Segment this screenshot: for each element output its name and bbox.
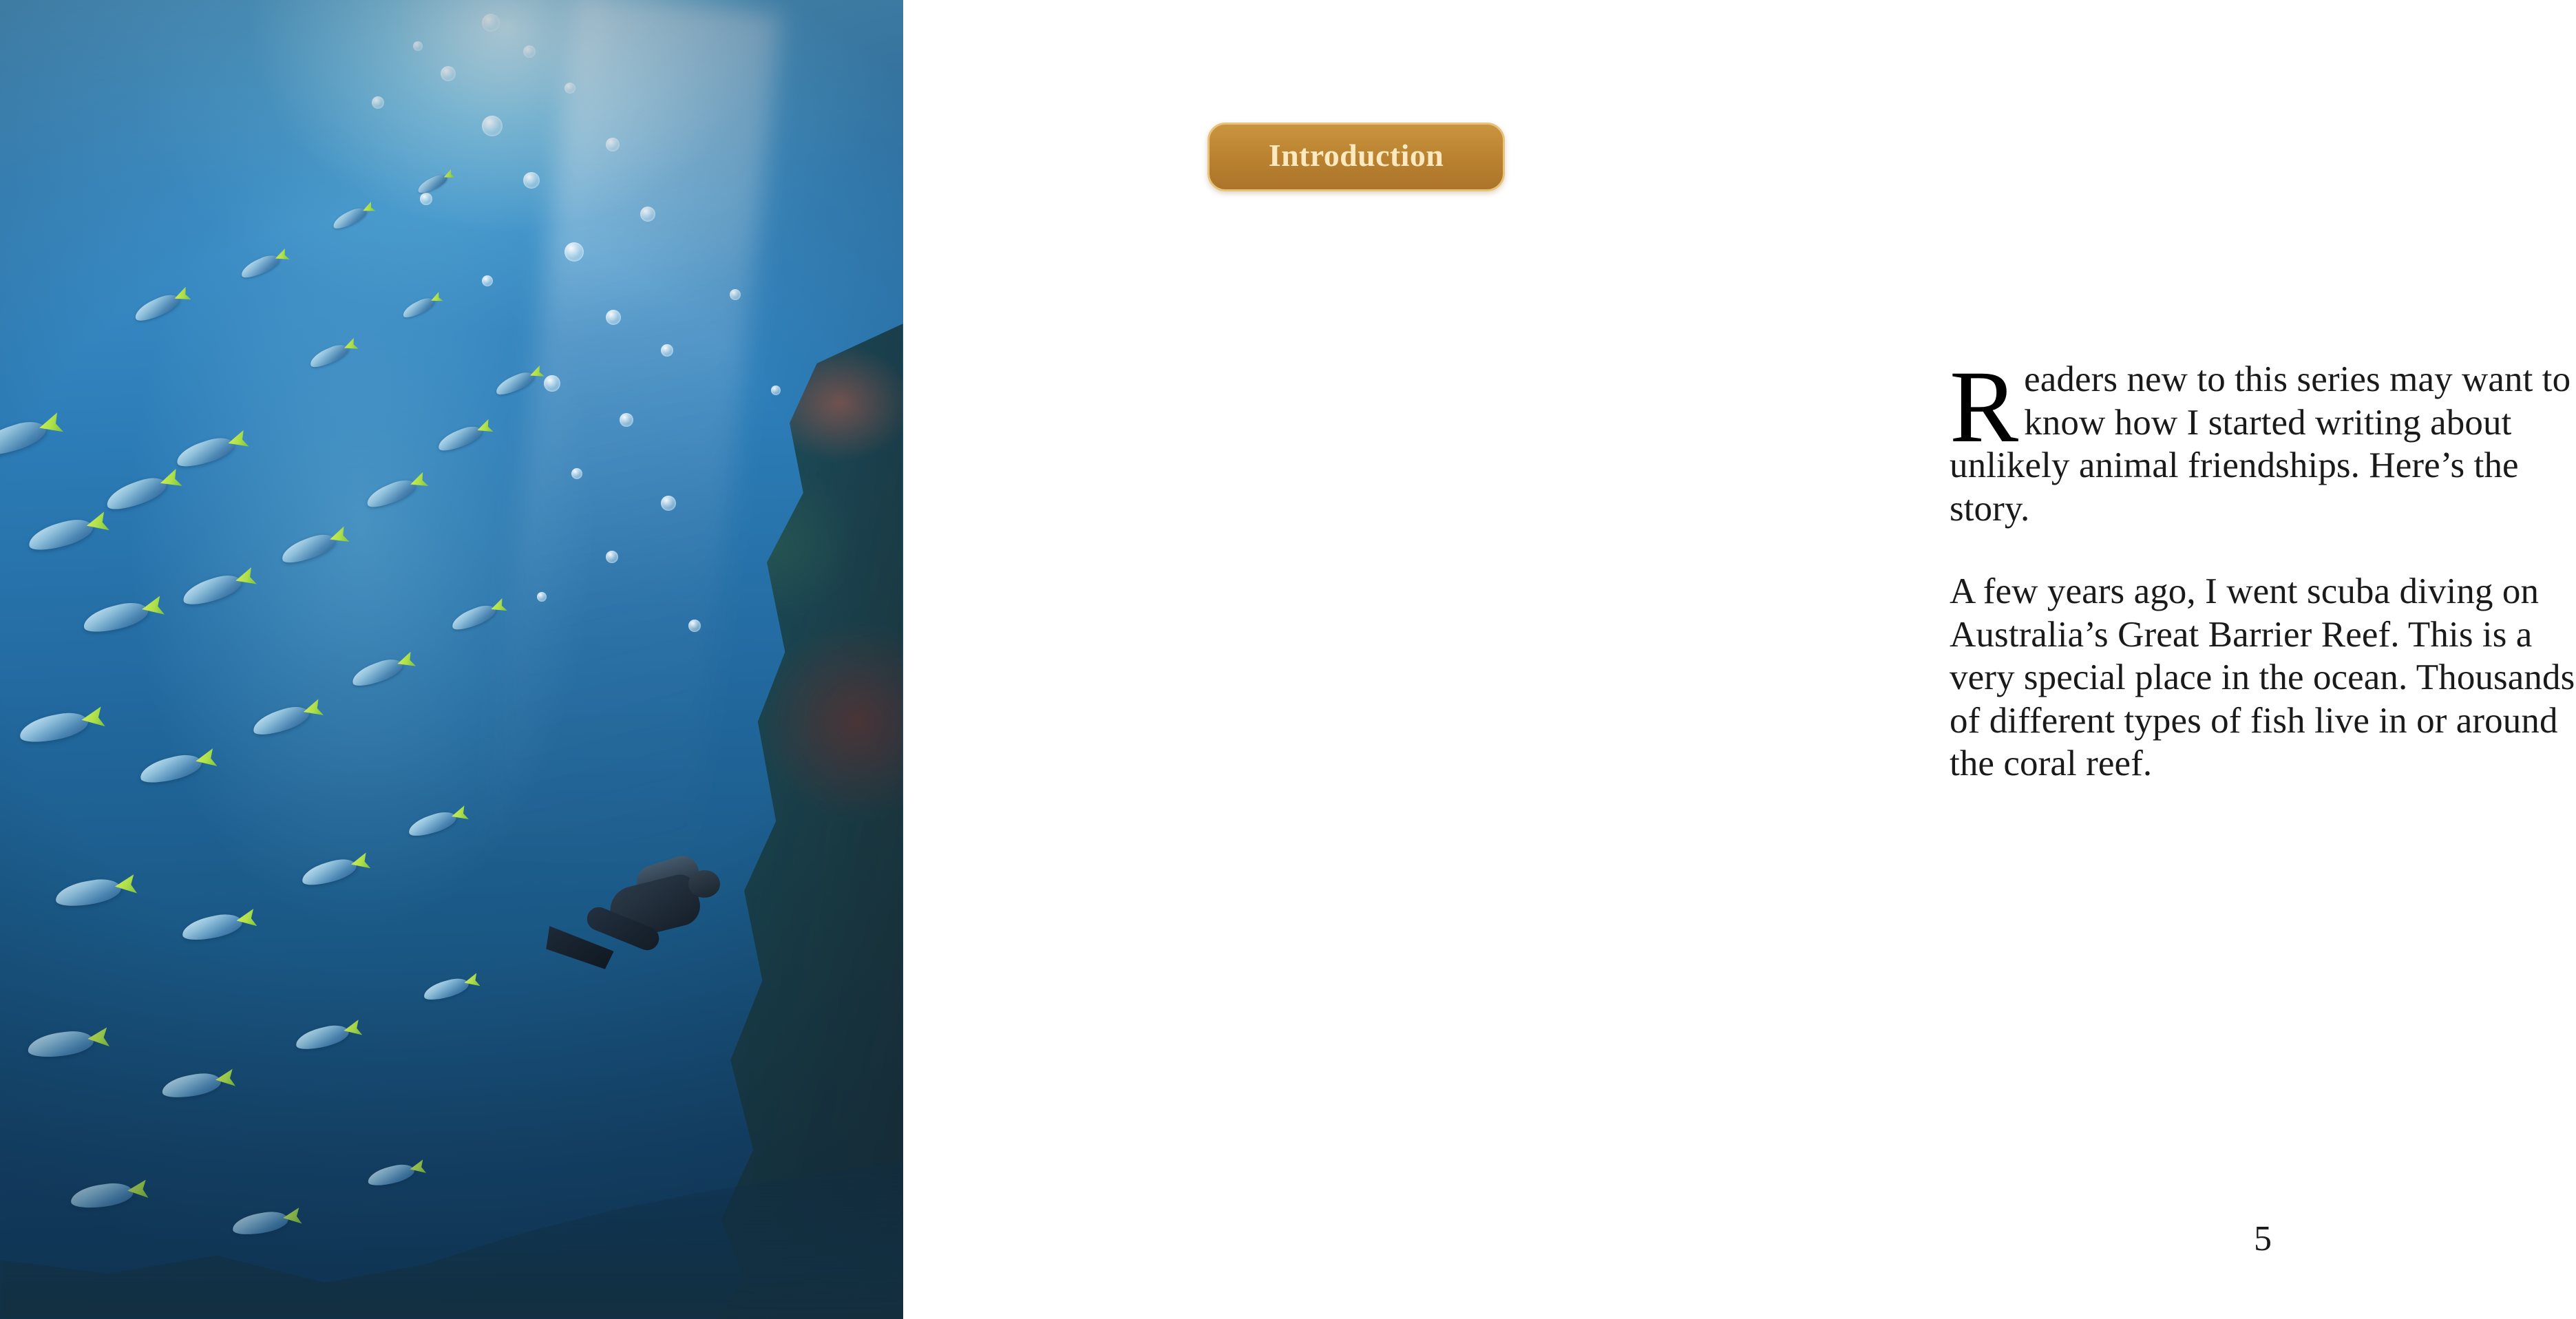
paragraph-1-text: eaders new to this series may want to know how I started writing about unlikely animal friendships. Here’s the story. (1950, 359, 2571, 529)
scuba-diver (578, 854, 737, 998)
paragraph-1 (1950, 350, 2576, 530)
chapter-badge: Introduction (1207, 123, 1505, 191)
paragraph-2 (1950, 570, 2576, 785)
page-number: 5 (2254, 1219, 2272, 1258)
paragraph-2-text: A few years ago, I went scuba diving on Australia’s Great Barrier Reef. This is a very special place in the ocean. Thousands of different types of fish live in or around the coral reef. (1950, 571, 2575, 784)
bubble-stream (0, 0, 903, 1319)
page-text-panel (903, 0, 2575, 1319)
body-copy (1950, 350, 2576, 825)
drop-cap: R (1950, 350, 2019, 464)
underwater-reef-photo (0, 0, 903, 1319)
